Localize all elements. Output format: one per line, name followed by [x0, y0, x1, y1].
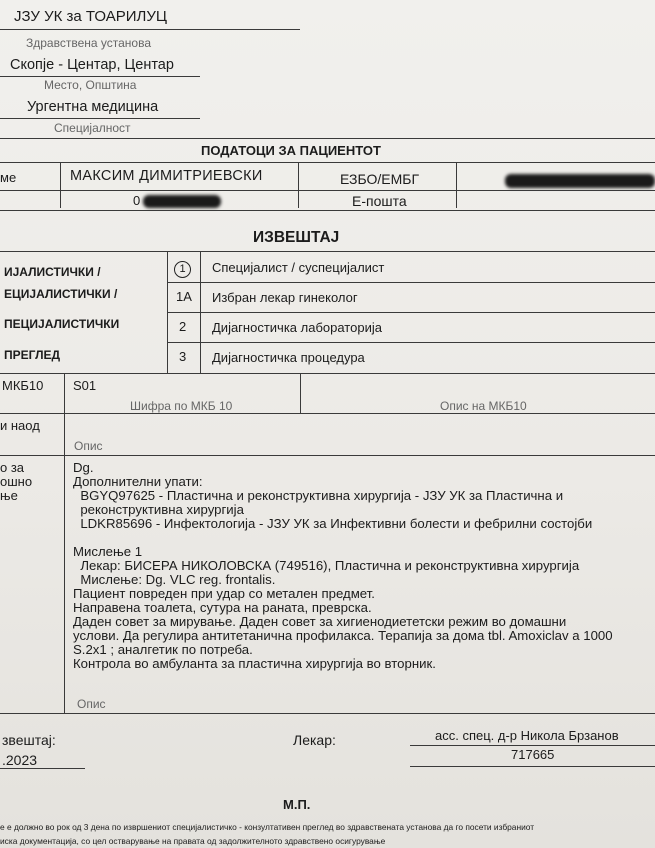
institution-underline: [0, 29, 300, 30]
report-body-line: BGYQ97625 - Пластична и реконструктивна хирургија - ЈЗУ УК за Пластична и: [73, 488, 564, 503]
place-caption: Место, Општина: [44, 78, 137, 92]
finding-caption: Опис: [74, 439, 103, 453]
report-body-line: Мислење: Dg. VLC reg. frontalis.: [73, 572, 276, 587]
doctor-name: асс. спец. д-р Никола Брзанов: [435, 728, 619, 743]
report-body-line: Контрола во амбуланта за пластична хирургија во вторник.: [73, 656, 436, 671]
patient-col-divider-2: [298, 162, 299, 208]
patient-section-title: ПОДАТОЦИ ЗА ПАЦИЕНТОТ: [201, 143, 381, 158]
finding-bottom-border: [0, 455, 655, 456]
specialty-underline: [0, 118, 200, 119]
report-type-bottom-border: [0, 373, 655, 374]
report-body-text: [73, 461, 613, 671]
report-option-label-2: Избран лекар гинеколог: [212, 290, 358, 305]
left-column-divider: [64, 373, 65, 713]
patient-phone-partial: 0: [133, 193, 141, 208]
report-type-label-4: ПРЕГЛЕД: [4, 348, 61, 362]
report-type-label-2: ЕЦИЈАЛИСТИЧКИ /: [4, 287, 118, 301]
footer-note-2: иска документација, со цел остварување на правата од задолжителното здравствено осигурување: [0, 836, 386, 846]
institution-caption: Здравствена установа: [26, 36, 151, 50]
doctor-name-underline: [410, 745, 655, 746]
doctor-id-underline: [410, 766, 655, 767]
mkb-label: МКБ10: [2, 378, 44, 393]
specialty-caption: Специјалност: [54, 121, 131, 135]
patient-name: МАКСИМ ДИМИТРИЕВСКИ: [70, 168, 263, 184]
report-title: ИЗВЕШТАЈ: [253, 229, 340, 246]
report-top-border: [0, 251, 655, 252]
report-body-line: Пациент повреден при удар со метален предмет.: [73, 586, 375, 601]
patient-top-border: [0, 138, 655, 139]
report-body-line: Даден совет за мирување. Даден совет за хигиенодиететски режим во домашни: [73, 614, 567, 629]
footer-note-1: е е должно во рок од 3 дена по извршениот специјалистичко - конзултативен преглед во здравствената установа да го посети избраниот: [0, 822, 535, 832]
doctor-label: Лекар:: [293, 732, 336, 748]
mkb-bottom-border: [0, 413, 655, 414]
report-body-line: LDKR85696 - Инфектологија - ЈЗУ УК за Инфективни болести и фебрилни состојби: [73, 516, 593, 531]
report-option-label-3: Дијагностичка лабораторија: [212, 320, 382, 335]
patient-id-label: ЕЗБО/ЕМБГ: [340, 171, 420, 187]
report-option-num-4: 3: [179, 349, 187, 364]
redacted-phone: [143, 195, 221, 208]
patient-col-divider-1: [60, 162, 61, 208]
patient-name-label: ме: [0, 170, 17, 185]
report-option-border-2: [167, 312, 655, 313]
report-body-line: Направена тоалета, сутура на раната, преврска.: [73, 600, 372, 615]
report-type-label-3: ПЕЦИЈАЛИСТИЧКИ: [4, 317, 120, 331]
report-option-num-3: 2: [179, 319, 187, 334]
email-label: Е-пошта: [352, 193, 407, 209]
report-body-line: S.2x1 ; аналгетик по потреба.: [73, 642, 253, 657]
patient-row-border: [0, 190, 655, 191]
report-option-border-3: [167, 342, 655, 343]
report-body-line: Мислење 1: [73, 544, 143, 559]
report-body-line: [73, 531, 613, 545]
report-body-line: реконструктивна хирургија: [73, 502, 244, 517]
finding-label: и наод: [0, 418, 40, 433]
report-option-border-1: [167, 282, 655, 283]
report-body-line: Dg.: [73, 460, 94, 475]
report-body-line: Лекар: БИСЕРА НИКОЛОВСКА (749516), Пластична и реконструктивна хирургија: [73, 558, 580, 573]
place-value: Скопје - Центар, Центар: [10, 57, 174, 73]
report-option-label-4: Дијагностичка процедура: [212, 350, 365, 365]
report-date-label: звештај:: [2, 732, 56, 748]
mkb-divider: [300, 373, 301, 413]
report-body-line: Дополнителни упати:: [73, 474, 203, 489]
report-type-label-1: ИЈАЛИСТИЧКИ /: [4, 265, 101, 279]
place-underline: [0, 76, 200, 77]
report-body-line: услови. Да регулира антитетанична профилакса. Терапија за дома tbl. Amoxiclav а 1000: [73, 628, 613, 643]
mkb-desc-caption: Опис на МКБ10: [440, 399, 527, 413]
report-option-label-1: Специјалист / суспецијалист: [212, 260, 385, 275]
report-date-underline: [0, 768, 85, 769]
report-option-num-2: 1А: [176, 289, 192, 304]
patient-col-divider-3: [456, 162, 457, 208]
mkb-code-caption: Шифра по МКБ 10: [130, 399, 233, 413]
patient-title-border: [0, 162, 655, 163]
stamp-label: М.П.: [283, 797, 311, 812]
redacted-id: [505, 174, 655, 188]
patient-bottom-border: [0, 210, 655, 211]
main-caption: Опис: [77, 697, 106, 711]
report-date-value: .2023: [2, 752, 38, 768]
report-option-num-1: 1: [174, 259, 191, 278]
main-left-label-2: ошно: [0, 474, 33, 489]
main-left-label-3: ње: [0, 488, 18, 503]
institution-name: ЈЗУ УК за ТОАРИЛУЦ: [14, 8, 167, 25]
mkb-code: S01: [73, 378, 97, 393]
main-bottom-border: [0, 713, 655, 714]
main-left-label-1: о за: [0, 460, 25, 475]
doctor-id: 717665: [511, 747, 555, 762]
specialty-value: Ургентна медицина: [27, 99, 159, 115]
